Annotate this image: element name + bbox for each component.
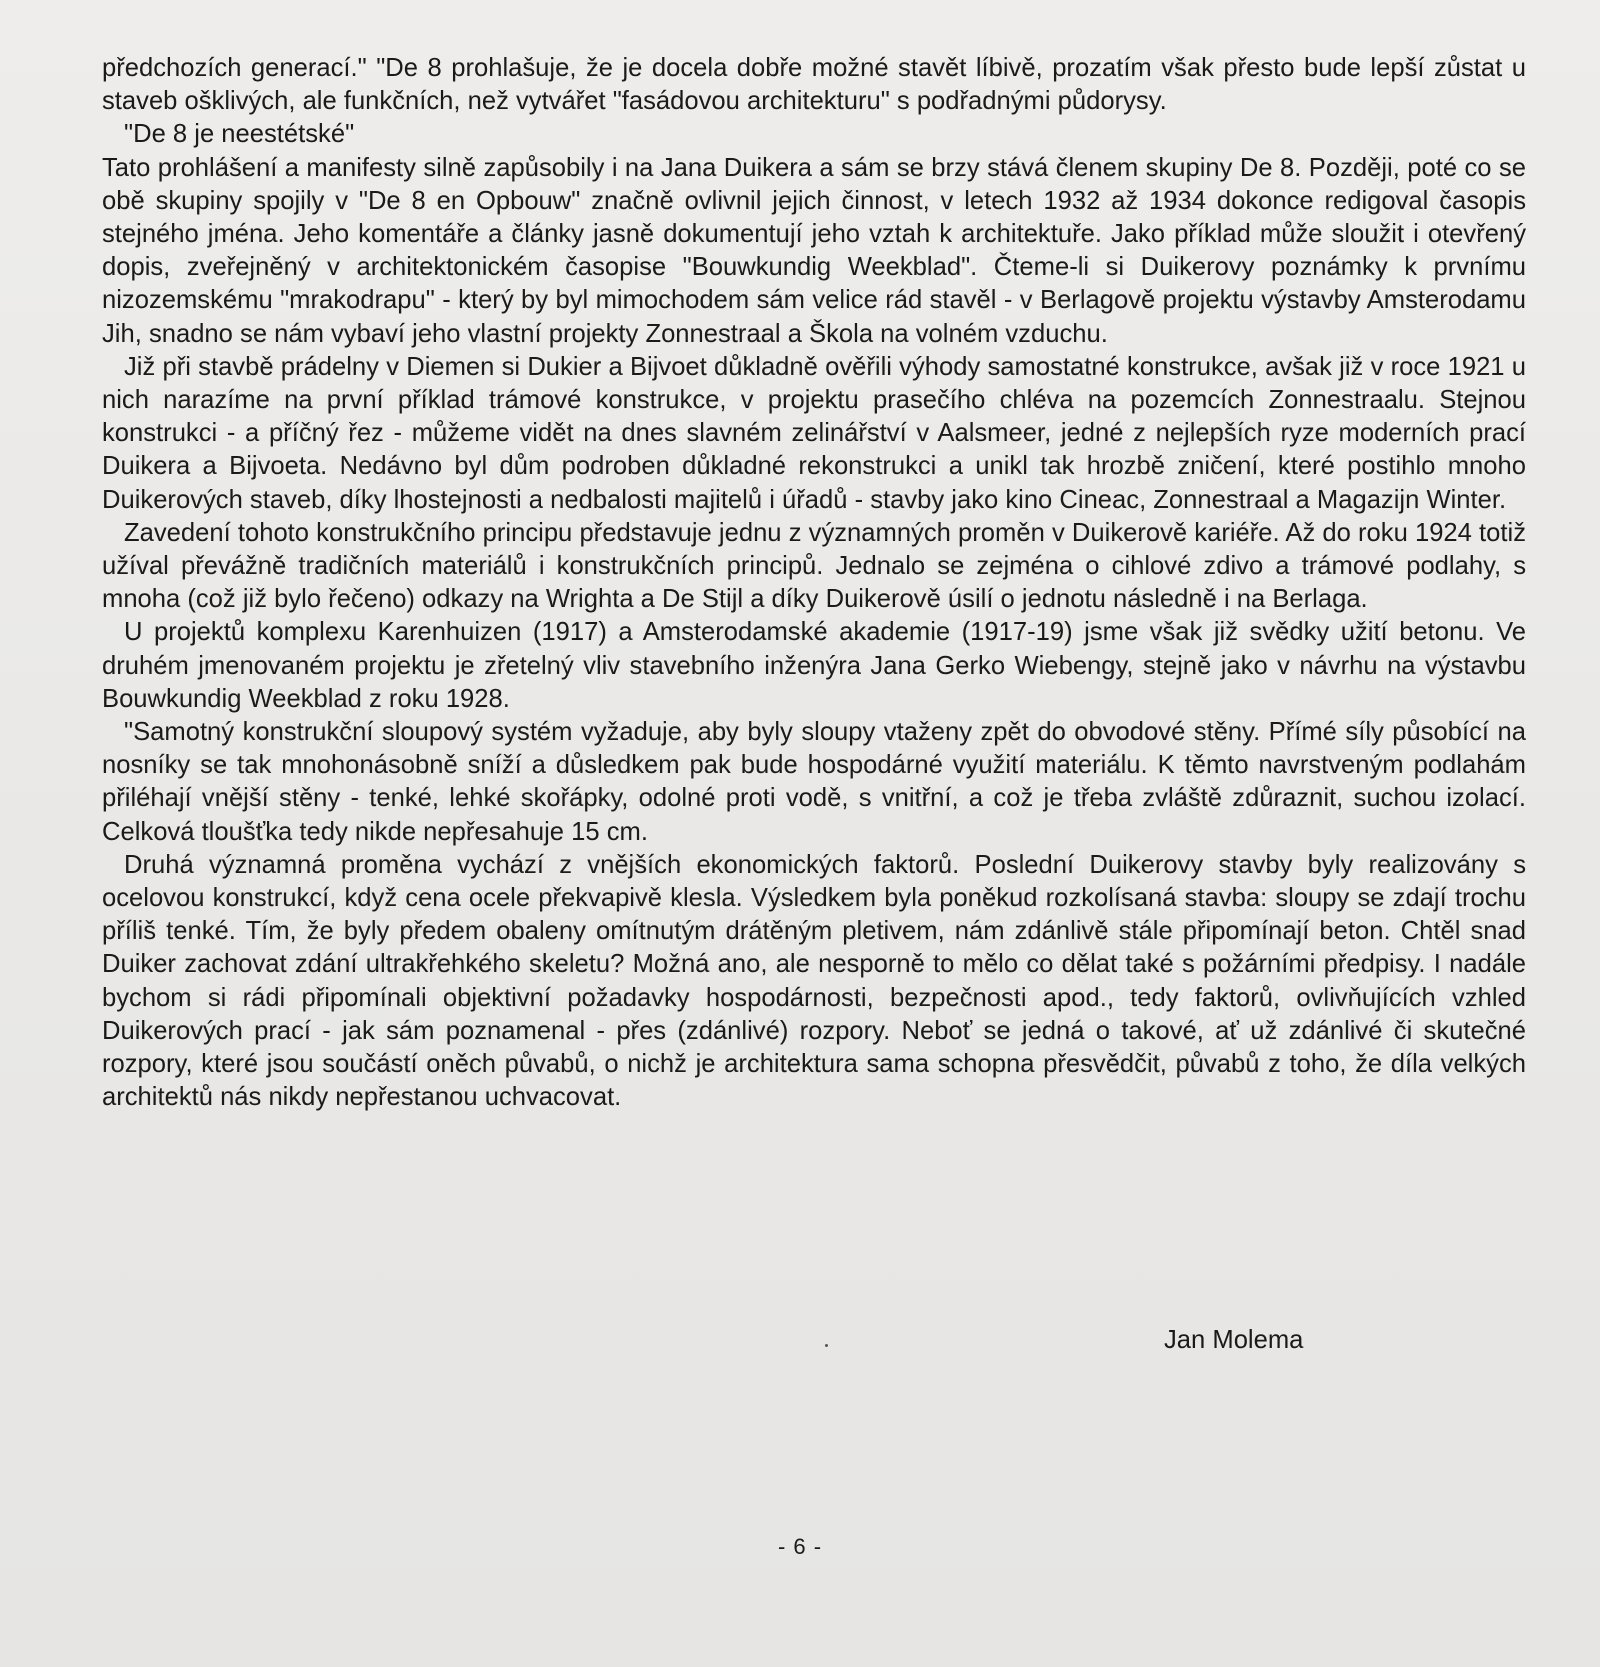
paragraph-diemen-laundry: Již při stavbě prádelny v Diemen si Dukier a Bijvoet důkladně ověřili výhody samostatné konstrukce, avšak již v roce 1921 u nich narazíme na první příklad trámové konstrukce, v projektu prasečího chléva na pozemcích Zonnestraalu. Stejnou konstrukci - a příčný řez - můžeme vidět na dnes slavném zelinářství v Aalsmeer, jedné z nejlepších ryze moderních prací Duikera a Bijvoeta. Nedávno byl dům podroben důkladné rekonstrukci a unikl tak hrozbě zničení, které postihlo mnoho Duikerových staveb, díky lhostejnosti a nedbalosti majitelů i úřadů - stavby jako kino Cineac, Zonnestraal a Magazijn Winter. — [102, 352, 1526, 514]
paragraph-economic-factors: Druhá významná proměna vychází z vnějších ekonomických faktorů. Poslední Duikerovy stavby byly realizovány s ocelovou konstrukcí, když cena ocele překvapivě klesla. Výsledkem byla poněkud rozkolísaná stavba: sloupy se zdají trochu příliš tenké. Tím, že byly předem obaleny omítnutým drátěným pletivem, nám zdánlivě stále připomínají beton. Chtěl snad Duiker zachovat zdání ultrakřehkého skeletu? Možná ano, ale nesporně to mělo co dělat také s požárními předpisy. I nadále bychom si rádi připomínali objektivní požadavky hospodárnosti, bezpečnosti apod., tedy faktorů, ovlivňujících vzhled Duikerových prací - jak sám poznamenal - přes (zdánlivé) rozpory. Neboť se jedná o takové, ať už zdánlivé či skutečné rozpory, které jsou součástí oněch půvabů, o nichž je architektura sama schopna přesvědčit, půvabů z toho, že díla velkých architektů nás nikdy nepřestanou uchvacovat. — [102, 850, 1526, 1112]
paragraph-karenhuizen: U projektů komplexu Karenhuizen (1917) a Amsterodamské akademie (1917-19) jsme však již svědky užití betonu. Ve druhém jmenovaném projektu je zřetelný vliv stavebního inženýra Jana Gerko Wiebengy, stejně jako v návrhu na výstavbu Bouwkundig Weekblad z roku 1928. — [102, 618, 1526, 713]
article-body — [102, 52, 1526, 1115]
paragraph-continuation: předchozích generací." "De 8 prohlašuje, že je docela dobře možné stavět líbivě, prozatím však přesto bude lepší zůstat u staveb ošklivých, ale funkčních, než vytvářet "fasádovou architekturu" s podřadnými půdorysy. — [102, 54, 1526, 116]
paragraph-manifestos: Tato prohlášení a manifesty silně zapůsobily i na Jana Duikera a sám se brzy stává členem skupiny De 8. Později, poté co se obě skupiny spojily v "De 8 en Opbouw" značně ovlivnil jejich činnost, v letech 1932 až 1934 dokonce redigoval časopis stejného jména. Jeho komentáře a články jasně dokumentují jeho vztah k architektuře. Jako příklad může sloužit i otevřený dopis, zveřejněný v architektonickém časopise "Bouwkundig Weekblad". Čteme-li si Duikerovy poznámky k prvnímu nizozemskému "mrakodrapu" - který by byl mimochodem sám velice rád stavěl - v Berlagově projektu výstavby Amsterodamu Jih, snadno se nám vybaví jeho vlastní projekty Zonnestraal a Škola na volném vzduchu. — [102, 153, 1526, 348]
paragraph-column-system-quote: "Samotný konstrukční sloupový systém vyžaduje, aby byly sloupy vtaženy zpět do obvodové stěny. Přímé síly působící na nosníky se tak mnohonásobně sníží a důsledkem pak bude hospodárné využití materiálu. K těmto navrstveným podlahám přiléhají vnější stěny - tenké, lehké skořápky, odolné proti vodě, s vnitřní, a což je třeba zvláště zdůraznit, suchou izolací. Celková tloušťka tedy nikde nepřesahuje 15 cm. — [102, 718, 1526, 846]
author-signature: Jan Molema — [1164, 1326, 1304, 1354]
paragraph-construction-principle: Zavedení tohoto konstrukčního principu představuje jednu z významných proměn v Duikerově kariéře. Až do roku 1924 totiž užíval převážně tradičních materiálů i konstrukčních principů. Jednalo se zejména o cihlové zdivo a trámové podlahy, s mnoha (což již bylo řečeno) odkazy na Wrighta a De Stijl a díky Duikerově úsilí o jednotu následně i na Berlaga. — [102, 518, 1526, 614]
paragraph-quote-heading: "De 8 je neestétské" — [124, 120, 355, 149]
print-speck — [825, 1344, 828, 1347]
page-number: - 6 - — [777, 1534, 823, 1559]
